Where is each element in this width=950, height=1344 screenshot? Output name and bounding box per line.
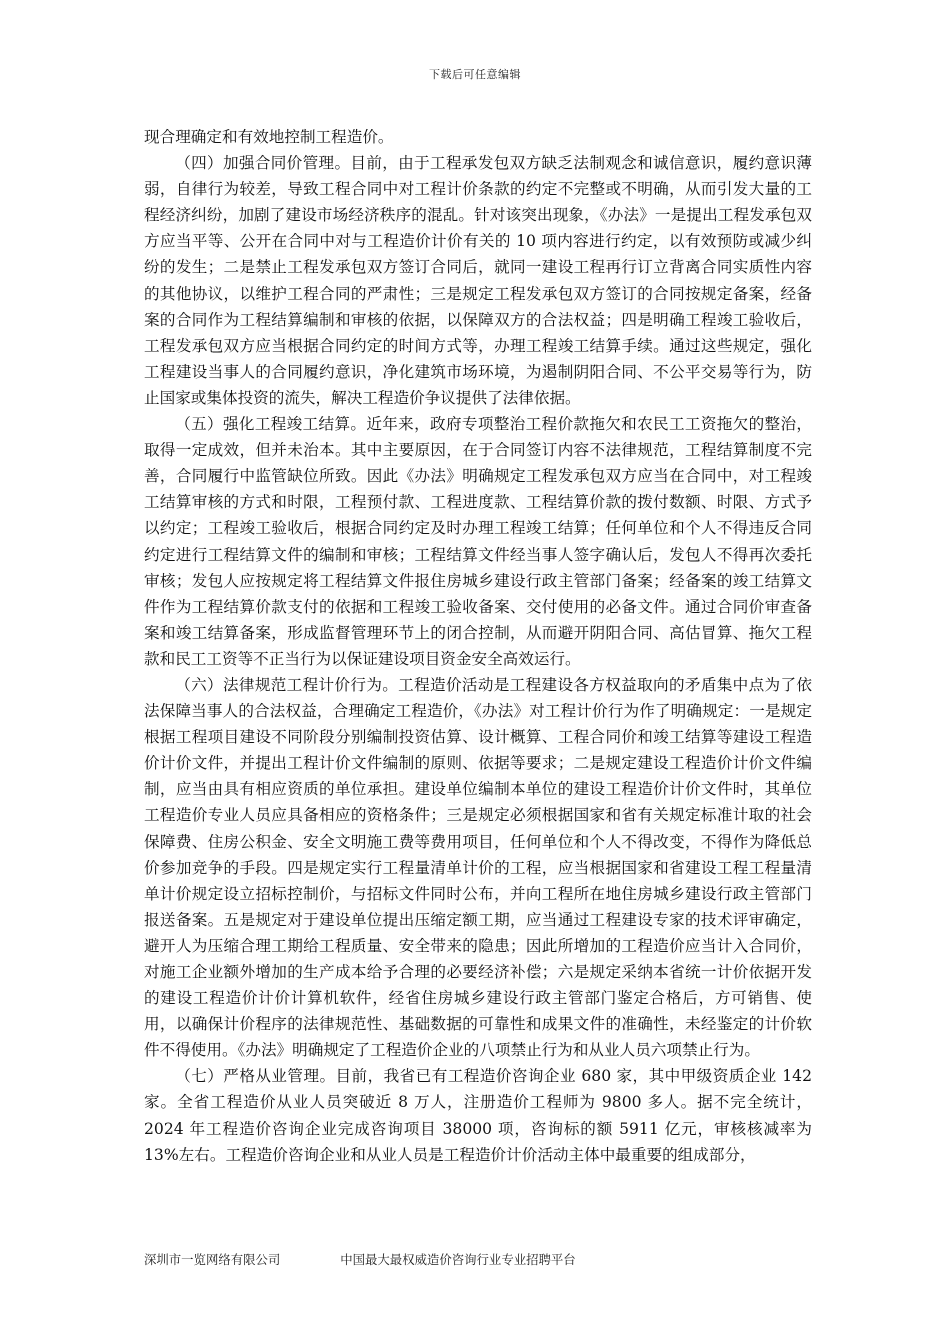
paragraph-practice-management: （七）严格从业管理。目前，我省已有工程造价咨询企业 680 家，其中甲级资质企业 142 家。全省工程造价从业人员突破近 8 万人，注册造价工程师为 9800 多人。据不完全统计，2024 年工程造价咨询企业完成咨询项目 38000 项，咨询标的额 5911 亿元，审核核减率为 13%左右。工程造价咨询企业和从业人员是工程造价计价活动主体中最重要的组成部分， [144,1067,812,1164]
paragraph-completion-settlement: （五）强化工程竣工结算。近年来，政府专项整治工程价款拖欠和农民工工资拖欠的整治，取得一定成效，但并未治本。其中主要原因，在于合同签订内容不法律规范，工程结算制度不完善，合同履行中监管缺位所致。因此《办法》明确规定工程发承包双方应当在合同中，对工程竣工结算审核的方式和时限，工程预付款、工程进度款、工程结算价款的拨付数额、时限、方式予以约定；工程竣工验收后，根据合同约定及时办理工程竣工结算；任何单位和个人不得违反合同约定进行工程结算文件的编制和审核；工程结算文件经当事人签字确认后，发包人不得再次委托审核；发包人应按规定将工程结算文件报住房城乡建设行政主管部门备案；经备案的竣工结算文件作为工程结算价款支付的依据和工程竣工验收备案、交付使用的必备文件。通过合同价审查备案和竣工结算备案，形成监督管理环节上的闭合控制，从而避开阴阳合同、高估冒算、拖欠工程款和民工工资等不正当行为以保证建设项目资金安全高效运行。 [144,415,812,668]
footer-slogan: 中国最大最权威造价咨询行业专业招聘平台 [340,1252,576,1267]
document-body [144,124,812,1168]
paragraph-contract-price: （四）加强合同价管理。目前，由于工程承发包双方缺乏法制观念和诚信意识，履约意识薄弱，自律行为较差，导致工程合同中对工程计价条款的约定不完整或不明确，从而引发大量的工程经济纠纷，加剧了建设市场经济秩序的混乱。针对该突出现象，《办法》一是提出工程发承包双方应当平等、公开在合同中对与工程造价计价有关的 10 项内容进行约定，以有效预防或减少纠纷的发生；二是禁止工程发承包双方签订合同后，就同一建设工程再行订立背离合同实质性内容的其他协议，以维护工程合同的严肃性；三是规定工程发承包双方签订的合同按规定备案，经备案的合同作为工程结算编制和审核的依据，以保障双方的合法权益；四是明确工程竣工验收后，工程发承包双方应当根据合同约定的时间方式等，办理工程竣工结算手续。通过这些规定，强化工程建设当事人的合同履约意识，净化建筑市场环境，为遏制阴阳合同、不公平交易等行为，防止国家或集体投资的流失，解决工程造价争议提供了法律依据。 [144,154,812,407]
footer-company: 深圳市一览网络有限公司 [144,1252,281,1267]
page-header: 下载后可任意编辑 [429,68,521,81]
paragraph-continuation: 现合理确定和有效地控制工程造价。 [144,128,394,146]
paragraph-pricing-behavior: （六）法律规范工程计价行为。工程造价活动是工程建设各方权益取向的矛盾集中点为了依法保障当事人的合法权益，合理确定工程造价，《办法》对工程计价行为作了明确规定：一是规定根据工程项目建设不同阶段分别编制投资估算、设计概算、工程合同价和竣工结算等建设工程造价计价文件，并提出工程计价文件编制的原则、依据等要求；二是规定建设工程造价计价文件编制，应当由具有相应资质的单位承担。建设单位编制本单位的建设工程造价计价文件时，其单位工程造价专业人员应具备相应的资格条件；三是规定必须根据国家和省有关规定标准计取的社会保障费、住房公积金、安全文明施工费等费用项目，任何单位和个人不得改变，不得作为降低总价参加竞争的手段。四是规定实行工程量清单计价的工程，应当根据国家和省建设工程工程量清单计价规定设立招标控制价，与招标文件同时公布，并向工程所在地住房城乡建设行政主管部门报送备案。五是规定对于建设单位提出压缩定额工期，应当通过工程建设专家的技术评审确定，避开人为压缩合理工期给工程质量、安全带来的隐患；因此所增加的工程造价应当计入合同价，对施工企业额外增加的生产成本给予合理的必要经济补偿；六是规定采纳本省统一计价依据开发的建设工程造价计价计算机软件，经省住房城乡建设行政主管部门鉴定合格后，方可销售、使用，以确保计价程序的法律规范性、基础数据的可靠性和成果文件的准确性，未经鉴定的计价软件不得使用。《办法》明确规定了工程造价企业的八项禁止行为和从业人员六项禁止行为。 [144,675,812,1060]
page-footer [144,1250,812,1268]
